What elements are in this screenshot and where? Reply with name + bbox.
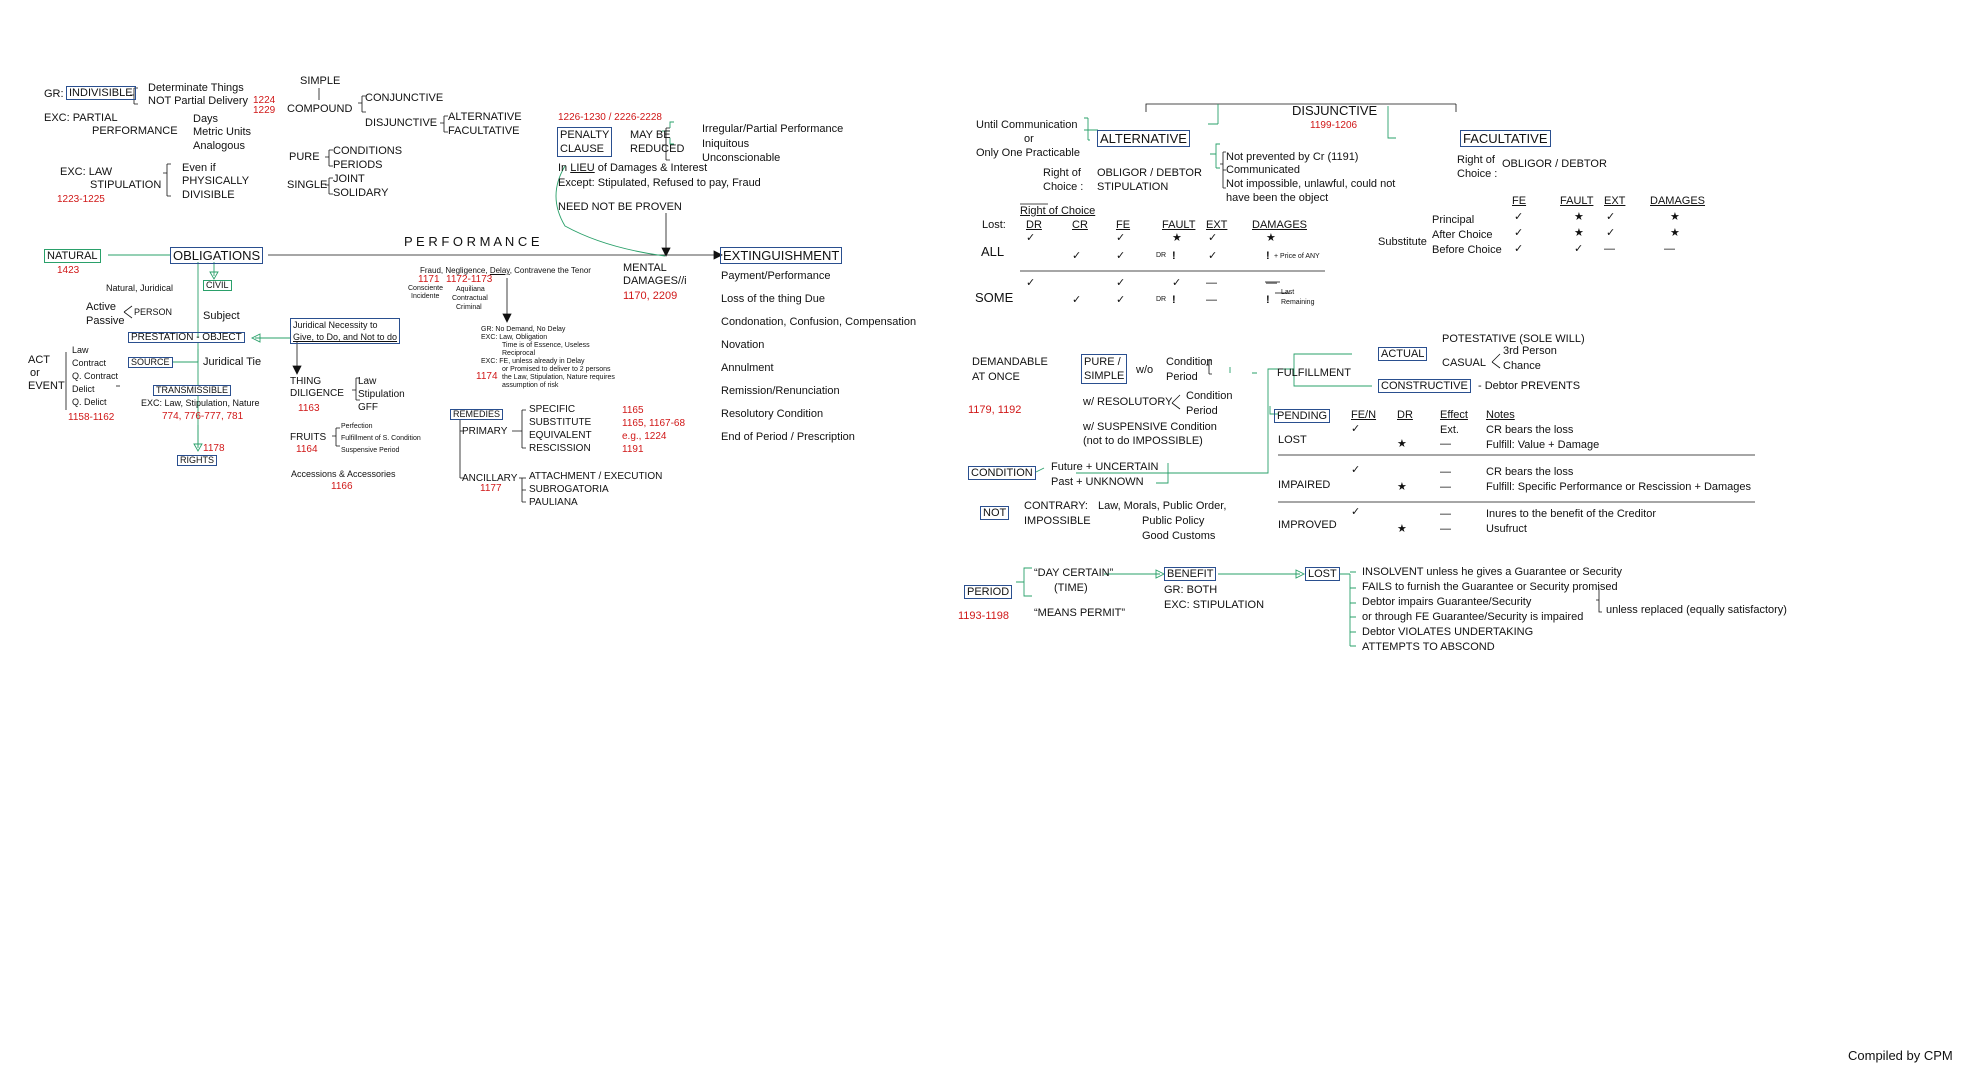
event-label: EVENT [28, 380, 65, 392]
wo-period: Period [1166, 371, 1198, 383]
all-fe-check-2: ✓ [1116, 250, 1126, 262]
art-disj: 1199-1206 [1310, 120, 1358, 131]
pending-lost: LOST [1278, 434, 1307, 446]
source-box: SOURCE [128, 357, 173, 368]
mental-label: MENTAL [623, 262, 667, 274]
criminal: Criminal [456, 304, 482, 311]
fac-header-damages: DAMAGES [1650, 195, 1706, 207]
ancillary-item-1: ATTACHMENT / EXECUTION [529, 471, 663, 482]
thing-label: THING [290, 376, 322, 387]
alternative-label: ALTERNATIVE [448, 111, 522, 123]
performance-label: P E R F O R M A N C E [404, 234, 540, 249]
pending-header-dr: DR [1397, 409, 1413, 421]
extinguish-item-2: Loss of the thing Due [721, 293, 825, 305]
source-item-2: Contract [72, 358, 107, 368]
reduced-item-1: Irregular/Partial Performance [702, 123, 844, 135]
impossible: IMPOSSIBLE [1024, 515, 1091, 527]
lost-label: Lost: [982, 219, 1006, 231]
fulfillment: FULFILLMENT [1277, 367, 1351, 379]
art-1193: 1193-1198 [958, 610, 1009, 622]
fruits-item-3: Suspensive Period [341, 447, 400, 454]
contrary: CONTRARY: [1024, 500, 1088, 512]
exc-law: EXC: LAW [60, 166, 113, 178]
fac-right-of-choice-2: Choice : [1457, 168, 1498, 180]
fraud-pre: Fraud, Negligence, [420, 266, 490, 275]
reduced-item-2: Iniquitous [702, 138, 750, 150]
fac-p-fe: ✓ [1514, 211, 1524, 223]
art-1171: 1171 [418, 274, 440, 285]
in-lieu-underlined: LIEU [570, 162, 595, 174]
right-of-choice-1: Right of [1043, 167, 1081, 179]
art-1166: 1166 [331, 481, 353, 492]
law-item-3: DIVISIBLE [182, 189, 235, 201]
fac-a-fe: ✓ [1514, 227, 1524, 239]
fac-obligor-debtor: OBLIGOR / DEBTOR [1502, 158, 1607, 170]
fac-a-fault: ★ [1574, 227, 1584, 239]
source-item-4: Delict [72, 384, 95, 394]
reduced: REDUCED [630, 143, 685, 155]
all-ext-check-1: ✓ [1208, 232, 1218, 244]
stipulation: STIPULATION [1097, 181, 1169, 193]
extinguish-item-3: Condonation, Confusion, Compensation [721, 316, 917, 328]
juridical-tie: Juridical Tie [203, 356, 262, 368]
choice-note-3: Not impossible, unlawful, could not [1226, 178, 1396, 190]
pure-item-1: CONDITIONS [333, 145, 403, 157]
pending-header-notes: Notes [1486, 409, 1515, 421]
chance: Chance [1503, 360, 1541, 372]
all-damages-bang: ! [1266, 250, 1270, 262]
alt-header-dr: DR [1026, 219, 1042, 231]
need-not-be-proven: NEED NOT BE PROVEN [558, 201, 682, 213]
lost-box: LOST [1305, 567, 1340, 581]
all-fault-dr: DR [1156, 252, 1167, 259]
some-fault-check: ✓ [1172, 277, 1182, 289]
contrary-item-1: Law, Morals, Public Order, [1098, 500, 1227, 512]
pure-simple-box [1081, 354, 1127, 384]
thing-item-2: Stipulation [358, 389, 405, 400]
person-label: PERSON [134, 307, 173, 317]
rights-box: RIGHTS [177, 455, 217, 466]
delay-note-1: GR: No Demand, No Delay [481, 326, 566, 333]
fruits-item-2: Fulfillment of S. Condition [341, 435, 421, 442]
pure-label: PURE [289, 151, 320, 163]
source-item-5: Q. Delict [72, 397, 107, 407]
condition-future: Future + UNCERTAIN [1051, 461, 1159, 473]
primary-art-4: 1191 [622, 444, 644, 455]
impaired-note-2: Fulfill: Specific Performance or Rescission + Damages [1486, 481, 1752, 493]
fac-a-ext: ✓ [1606, 227, 1616, 239]
thing-item-1: Law [358, 376, 377, 387]
extinguish-item-4: Novation [721, 339, 765, 351]
fac-b-dmg: — [1664, 243, 1675, 255]
or-label: or [30, 367, 40, 379]
fac-p-dmg: ★ [1670, 211, 1680, 223]
in-lieu-pre: In [558, 162, 571, 174]
fraud-post: , Contravene the Tenor [509, 266, 591, 275]
alt-header-damages: DAMAGES [1252, 219, 1308, 231]
art-1174: 1174 [476, 371, 498, 382]
consciente: Consciente [408, 285, 444, 292]
not-to-do: (not to do IMPOSSIBLE) [1083, 435, 1203, 447]
thing-item-3: GFF [358, 402, 378, 413]
alt-header-cr: CR [1072, 219, 1088, 231]
res-period: Period [1186, 405, 1218, 417]
not-box: NOT [980, 506, 1009, 520]
law-item-2: PHYSICALLY [182, 175, 250, 187]
penalty-line-2: CLAUSE [560, 143, 605, 155]
some-ext-dash-2: — [1206, 294, 1217, 306]
art-1179: 1179, 1192 [968, 404, 1022, 416]
until-comm-3: Only One Practicable [976, 147, 1080, 159]
lost-note-2: Fulfill: Value + Damage [1486, 439, 1600, 451]
price-of-any: + Price of ANY [1274, 253, 1320, 260]
art-penalty: 1226-1230 / 2226-2228 [558, 112, 662, 123]
wo-condition: Condition [1166, 356, 1213, 368]
some-fe-check-2: ✓ [1116, 294, 1126, 306]
all-fe-check-1: ✓ [1116, 232, 1126, 244]
extinguish-item-5: Annulment [721, 362, 774, 374]
contrary-item-2: Public Policy [1142, 515, 1205, 527]
demandable: DEMANDABLE [972, 356, 1048, 368]
substitute-label: Substitute [1378, 236, 1427, 248]
res-condition: Condition [1186, 390, 1233, 402]
indiv-item-1: Determinate Things [148, 82, 244, 94]
natural-juridical: Natural, Juridical [106, 283, 174, 293]
pending-improved: IMPROVED [1278, 519, 1337, 531]
may-be: MAY BE [630, 129, 671, 141]
civil-box: CIVIL [203, 280, 232, 291]
reduced-item-3: Unconscionable [702, 152, 781, 164]
fac-header-fe: FE [1512, 195, 1527, 207]
art-1223: 1223-1225 [57, 194, 105, 205]
art-774: 774, 776-777, 781 [162, 411, 244, 422]
condition-past: Past + UNKNOWN [1051, 476, 1144, 488]
facultative-box: FACULTATIVE [1460, 130, 1551, 147]
lost-note-1: CR bears the loss [1486, 424, 1574, 436]
compound-label: COMPOUND [287, 103, 353, 115]
fac-row-principal: Principal [1432, 214, 1475, 226]
period-box: PERIOD [964, 585, 1012, 599]
fruits-item-1: Perfection [341, 423, 373, 430]
fac-b-fault: ✓ [1574, 243, 1584, 255]
primary-item-4: RESCISSION [529, 443, 591, 454]
condition-box: CONDITION [968, 466, 1036, 480]
art-1178: 1178 [203, 443, 225, 454]
jn-line-2: Give, to Do, and Not to do [293, 332, 398, 342]
fac-b-fe: ✓ [1514, 243, 1524, 255]
fac-p-ext: ✓ [1606, 211, 1616, 223]
all-cr-check: ✓ [1072, 250, 1082, 262]
art-1158: 1158-1162 [68, 412, 115, 423]
primary-item-3: EQUIVALENT [529, 430, 592, 441]
diligence-label: DILIGENCE [290, 388, 344, 399]
pending-ext: Ext. [1440, 424, 1459, 436]
gr-label: GR: [44, 88, 64, 100]
conjunctive-label: CONJUNCTIVE [365, 92, 444, 104]
until-comm-1: Until Communication [976, 119, 1078, 131]
fruits-label: FRUITS [290, 432, 327, 443]
some-fault-dr: DR [1156, 296, 1167, 303]
pure-simple-1: PURE / [1084, 356, 1121, 368]
fac-row-before: Before Choice [1432, 244, 1502, 256]
some-damages-dash: — [1266, 277, 1277, 289]
improved-fen-check: ✓ [1351, 506, 1361, 518]
primary-item-1: SPECIFIC [529, 404, 576, 415]
accessions-label: Accessions & Accessories [291, 469, 396, 479]
all-fault-bang: ! [1172, 250, 1176, 262]
some-fe-check-1: ✓ [1116, 277, 1126, 289]
pending-box: PENDING [1274, 409, 1330, 423]
day-certain: “DAY CERTAIN” [1034, 567, 1114, 579]
primary-art-2: 1165, 1167-68 [622, 418, 686, 429]
perf-item-1: Days [193, 113, 219, 125]
right-of-choice-header: Right of Choice [1020, 205, 1096, 217]
extinguish-item-8: End of Period / Prescription [721, 431, 855, 443]
remedies-box: REMEDIES [450, 409, 503, 420]
compiled-by: Compiled by CPM [1848, 1048, 1953, 1063]
choice-note-4: have been the object [1226, 192, 1329, 204]
ancillary-item-3: PAULIANA [529, 497, 578, 508]
primary-label: PRIMARY [462, 426, 508, 437]
improved-note-1: Inures to the benefit of the Creditor [1486, 508, 1656, 520]
day-certain-time: (TIME) [1054, 582, 1088, 594]
damages-label: DAMAGES//i [623, 275, 687, 287]
right-of-choice-2: Choice : [1043, 181, 1084, 193]
source-item-1: Law [72, 345, 89, 355]
constructive-box: CONSTRUCTIVE [1378, 379, 1471, 393]
all-dr-check: ✓ [1026, 232, 1036, 244]
extinguishment-box: EXTINGUISHMENT [720, 247, 842, 264]
some-ext-dash-1: — [1206, 277, 1217, 289]
impaired-dr-star: ★ [1397, 481, 1407, 493]
delay-note-6: or Promised to deliver to 2 persons [502, 366, 611, 373]
indivisible-box: INDIVISIBLE [66, 86, 136, 100]
fac-p-fault: ★ [1574, 211, 1584, 223]
lost-item-3: Debtor impairs Guarantee/Security [1362, 596, 1532, 608]
disjunctive-title: DISJUNCTIVE [1292, 103, 1378, 118]
single-item-1: JOINT [333, 173, 365, 185]
pending-header-fen: FE/N [1351, 409, 1377, 421]
casual: CASUAL [1442, 357, 1487, 369]
art-1229: 1229 [253, 105, 276, 116]
source-item-3: Q. Contract [72, 371, 119, 381]
art-1163: 1163 [298, 403, 320, 414]
ancillary-label: ANCILLARY [462, 473, 518, 484]
single-label: SINGLE [287, 179, 328, 191]
ancillary-item-2: SUBROGATORIA [529, 484, 609, 495]
lost-item-6: ATTEMPTS TO ABSCOND [1362, 641, 1495, 653]
facultative-label: FACULTATIVE [448, 125, 520, 137]
w-resolutory: w/ RESOLUTORY [1083, 396, 1173, 408]
lost-item-5: Debtor VIOLATES UNDERTAKING [1362, 626, 1534, 638]
penalty-line-1: PENALTY [560, 129, 610, 141]
lost-effect-dash: — [1440, 438, 1451, 450]
until-comm-2: or [1024, 133, 1034, 145]
pure-simple-2: SIMPLE [1084, 370, 1125, 382]
exc-partial: EXC: PARTIAL [44, 112, 118, 124]
alt-header-fault: FAULT [1162, 219, 1196, 231]
art-1164: 1164 [296, 444, 318, 455]
passive-label: Passive [86, 315, 125, 327]
improved-note-2: Usufruct [1486, 523, 1527, 535]
primary-item-2: SUBSTITUTE [529, 417, 592, 428]
exc-law-stip-nature: EXC: Law, Stipulation, Nature [141, 398, 260, 408]
fac-right-of-choice-1: Right of [1457, 154, 1495, 166]
obligor-debtor: OBLIGOR / DEBTOR [1097, 167, 1202, 179]
choice-note-1: Not prevented by Cr (1191) [1226, 151, 1359, 163]
impaired-fen-check: ✓ [1351, 464, 1361, 476]
disjunctive-label: DISJUNCTIVE [365, 117, 438, 129]
delay-note-8: assumption of risk [502, 382, 559, 389]
third-person: 3rd Person [1503, 345, 1557, 357]
extinguish-item-6: Remission/Renunciation [721, 385, 840, 397]
in-lieu-line [558, 162, 707, 174]
exc-performance: PERFORMANCE [92, 125, 178, 137]
fac-header-fault: FAULT [1560, 195, 1594, 207]
contractual: Contractual [452, 295, 488, 302]
benefit-box: BENEFIT [1164, 567, 1216, 581]
primary-art-3: e.g., 1224 [622, 431, 667, 442]
art-1224: 1224 [253, 95, 276, 106]
penalty-clause-box [557, 127, 612, 157]
active-label: Active [86, 301, 116, 313]
obligations-box: OBLIGATIONS [170, 247, 263, 264]
except-stipulated: Except: Stipulated, Refused to pay, Fraud [558, 177, 761, 189]
choice-note-2: Communicated [1226, 164, 1300, 176]
simple-label: SIMPLE [300, 75, 341, 87]
improved-dr-star: ★ [1397, 523, 1407, 535]
pending-header-effect: Effect [1440, 409, 1468, 421]
single-item-2: SOLIDARY [333, 187, 389, 199]
last-label: Last [1281, 289, 1295, 296]
w-suspensive: w/ SUSPENSIVE Condition [1083, 421, 1217, 433]
some-damages-bang: ! [1266, 294, 1270, 306]
in-lieu-post: of Damages & Interest [594, 162, 708, 174]
fac-header-ext: EXT [1604, 195, 1626, 207]
debtor-prevents: - Debtor PREVENTS [1478, 380, 1581, 392]
row-all: ALL [981, 244, 1005, 259]
jn-line-1: Juridical Necessity to [293, 320, 378, 330]
pending-impaired: IMPAIRED [1278, 479, 1331, 491]
art-1177: 1177 [480, 483, 502, 494]
art-mental: 1170, 2209 [623, 290, 678, 302]
alt-header-ext: EXT [1206, 219, 1228, 231]
fac-row-after: After Choice [1432, 229, 1493, 241]
act-label: ACT [28, 354, 50, 366]
law-item-1: Even if [182, 162, 216, 174]
transmissible-box: TRANSMISSIBLE [153, 385, 231, 396]
some-dr-check: ✓ [1026, 277, 1036, 289]
delay-note-5: EXC: FE, unless already in Delay [481, 358, 585, 365]
perf-item-2: Metric Units [193, 126, 252, 138]
juridical-necessity-box [290, 318, 400, 344]
improved-dash-2: — [1440, 523, 1451, 535]
some-cr-check: ✓ [1072, 294, 1082, 306]
impaired-dash-2: — [1440, 481, 1451, 493]
remaining-label: Remaining [1281, 299, 1315, 306]
extinguish-item-1: Payment/Performance [721, 270, 831, 282]
art-1423: 1423 [57, 265, 80, 276]
unless-replaced: unless replaced (equally satisfactory) [1606, 604, 1787, 616]
prestation-object-box: PRESTATION - OBJECT [128, 332, 245, 343]
wo-label: w/o [1136, 364, 1154, 376]
delay-note-4: Reciprocal [502, 350, 536, 357]
all-ext-check-2: ✓ [1208, 250, 1218, 262]
fraud-delay: Delay [489, 266, 510, 275]
lost-fen-check: ✓ [1351, 423, 1361, 435]
benefit-exc: EXC: STIPULATION [1164, 599, 1265, 611]
exc-stipulation: STIPULATION [90, 179, 162, 191]
primary-art-1: 1165 [622, 405, 644, 416]
means-permit: “MEANS PERMIT” [1034, 607, 1126, 619]
delay-note-2: EXC: Law, Obligation [481, 334, 548, 341]
benefit-gr: GR: BOTH [1164, 584, 1218, 596]
natural-box: NATURAL [44, 249, 101, 263]
impaired-note-1: CR bears the loss [1486, 466, 1574, 478]
delay-note-7: the Law, Stipulation, Nature requires [502, 374, 615, 381]
alt-header-fe: FE [1116, 219, 1131, 231]
at-once: AT ONCE [972, 371, 1020, 383]
lost-item-4: or through FE Guarantee/Security is impaired [1362, 611, 1584, 623]
all-damages-star: ★ [1266, 232, 1276, 244]
alternative-box: ALTERNATIVE [1097, 130, 1190, 147]
subject-label: Subject [203, 310, 240, 322]
aquiliana: Aquiliana [456, 286, 485, 293]
lost-item-2: FAILS to furnish the Guarantee or Security promised [1362, 581, 1618, 593]
improved-dash-1: — [1440, 508, 1451, 520]
actual-box: ACTUAL [1378, 347, 1427, 361]
incidente: Incidente [411, 293, 440, 300]
potestative: POTESTATIVE (SOLE WILL) [1442, 333, 1585, 345]
contrary-item-3: Good Customs [1142, 530, 1216, 542]
indiv-item-2: NOT Partial Delivery [148, 95, 249, 107]
some-fault-bang: ! [1172, 294, 1176, 306]
perf-item-3: Analogous [193, 140, 245, 152]
extinguish-item-7: Resolutory Condition [721, 408, 824, 420]
delay-note-3: Time is of Essence, Useless [502, 342, 590, 349]
lost-dr-star: ★ [1397, 438, 1407, 450]
art-1172: 1172-1173 [446, 274, 493, 285]
pure-item-2: PERIODS [333, 159, 383, 171]
row-some: SOME [975, 290, 1014, 305]
lost-item-1: INSOLVENT unless he gives a Guarantee or Security [1362, 566, 1623, 578]
fac-b-ext: — [1604, 243, 1615, 255]
fac-a-dmg: ★ [1670, 227, 1680, 239]
impaired-dash-1: — [1440, 466, 1451, 478]
all-fault-star: ★ [1172, 232, 1182, 244]
